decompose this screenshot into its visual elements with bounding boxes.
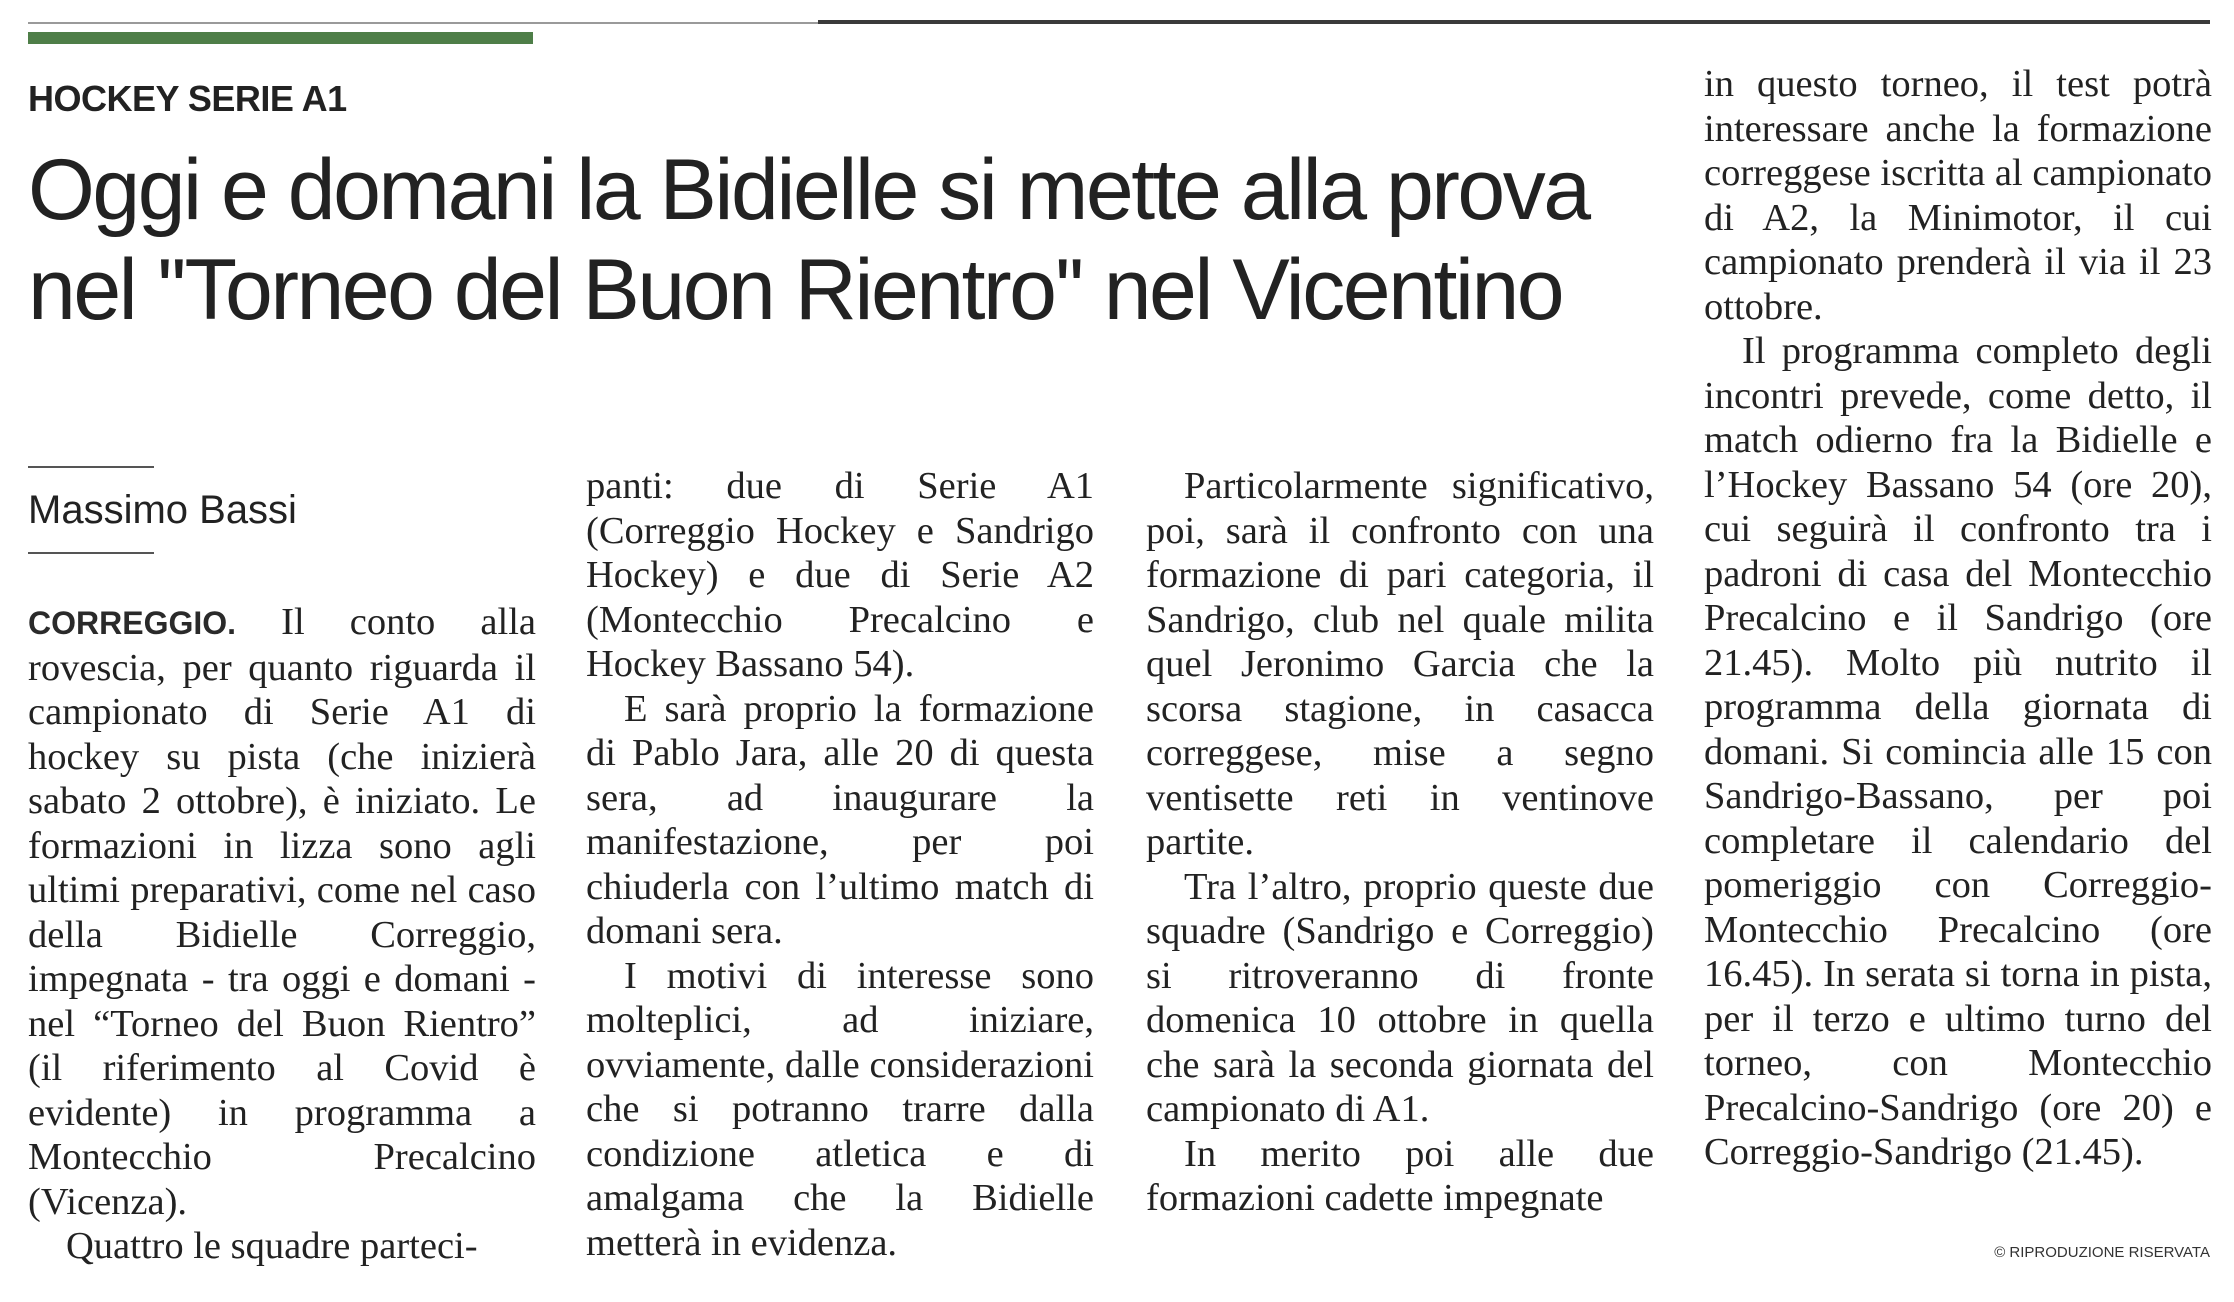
section-kicker: HOCKEY SERIE A1 (28, 78, 347, 119)
top-rule-thick (818, 20, 2210, 24)
column-4 (1704, 62, 2212, 1175)
paragraph-3: E sarà proprio la formazione di Pablo Jara, alle 20 di questa sera, ad inaugurare la manifestazione, per poi chiuderla con l’ultimo match di domani sera. (586, 687, 1094, 952)
dateline: CORREGGIO. (28, 605, 237, 641)
byline-rule-top (28, 466, 154, 468)
paragraph-5: Particolarmente significativo, poi, sarà il confronto con una formazione di pari categoria, il Sandrigo, club nel quale milita quel Jeronimo Garcia che la scorsa stagione, in casacca correggese, mise a segno ventisette reti in ventinove partite. (1146, 465, 1654, 863)
top-rule-thin (28, 22, 818, 24)
column-3 (1146, 464, 1654, 1221)
byline: Massimo Bassi (28, 488, 297, 532)
headline-line-1: Oggi e domani la Bidielle si mette alla prova (28, 142, 1589, 238)
copyright-notice: © RIPRODUZIONE RISERVATA (1994, 1244, 2210, 1261)
paragraph-7-start: In merito poi alle due formazioni cadette impegnate (1146, 1132, 1654, 1219)
column-1 (28, 600, 536, 1269)
paragraph-7-end: in questo torneo, il test potrà interessare anche la formazione correggese iscritta al campionato di A2, la Minimotor, il cui campionato prenderà il via il 23 ottobre. (1704, 63, 2212, 328)
column-2 (586, 464, 1094, 1265)
paragraph-4: I motivi di interesse sono molteplici, ad iniziare, ovviamente, dalle considerazioni che si potranno trarre dalla condizione atletica e di amalgama che la Bidielle metterà in evidenza. (586, 954, 1094, 1264)
byline-rule-bottom (28, 552, 154, 554)
paragraph-1: CORREGGIO. Il conto alla rovescia, per quanto riguarda il campionato di Serie A1 di hockey su pista (che inizierà sabato 2 ottobre), è iniziato. Le formazioni in lizza sono agli ultimi preparativi, come nel caso della Bidielle Correggio, impegnata - tra oggi e domani - nel “Torneo del Buon Rientro” (il riferimento al Covid è evidente) in programma a Montecchio Precalcino (Vicenza). (28, 601, 537, 1223)
paragraph-6: Tra l’altro, proprio queste due squadre (Sandrigo e Correggio) si ritroveranno di fronte domenica 10 ottobre in quella che sarà la seconda giornata del campionato di A1. (1146, 865, 1654, 1130)
paragraph-8: Il programma completo degli incontri prevede, come detto, il match odierno fra la Bidielle e l’Hockey Bassano 54 (ore 20), cui seguirà il confronto tra i padroni di casa del Montecchio Precalcino e il Sandrigo (ore 21.45). Molto più nutrito il programma della giornata di domani. Si comincia alle 15 con Sandrigo-Bassano, per poi completare il calendario del pomeriggio con Correggio-Montecchio Precalcino (ore 16.45). In serata si torna in pista, per il terzo e ultimo turno del torneo, con Montecchio Precalcino-Sandrigo (ore 20) e Correggio-Sandrigo (21.45). (1704, 330, 2212, 1173)
section-accent-bar (28, 32, 533, 44)
headline-line-2: nel ''Torneo del Buon Rientro'' nel Vicentino (28, 242, 1563, 338)
paragraph-2-end: panti: due di Serie A1 (Correggio Hockey e Sandrigo Hockey) e due di Serie A2 (Montecchio Precalcino e Hockey Bassano 54). (586, 465, 1094, 685)
headline (28, 140, 1668, 340)
paragraph-2-start: Quattro le squadre parteci- (66, 1225, 478, 1267)
